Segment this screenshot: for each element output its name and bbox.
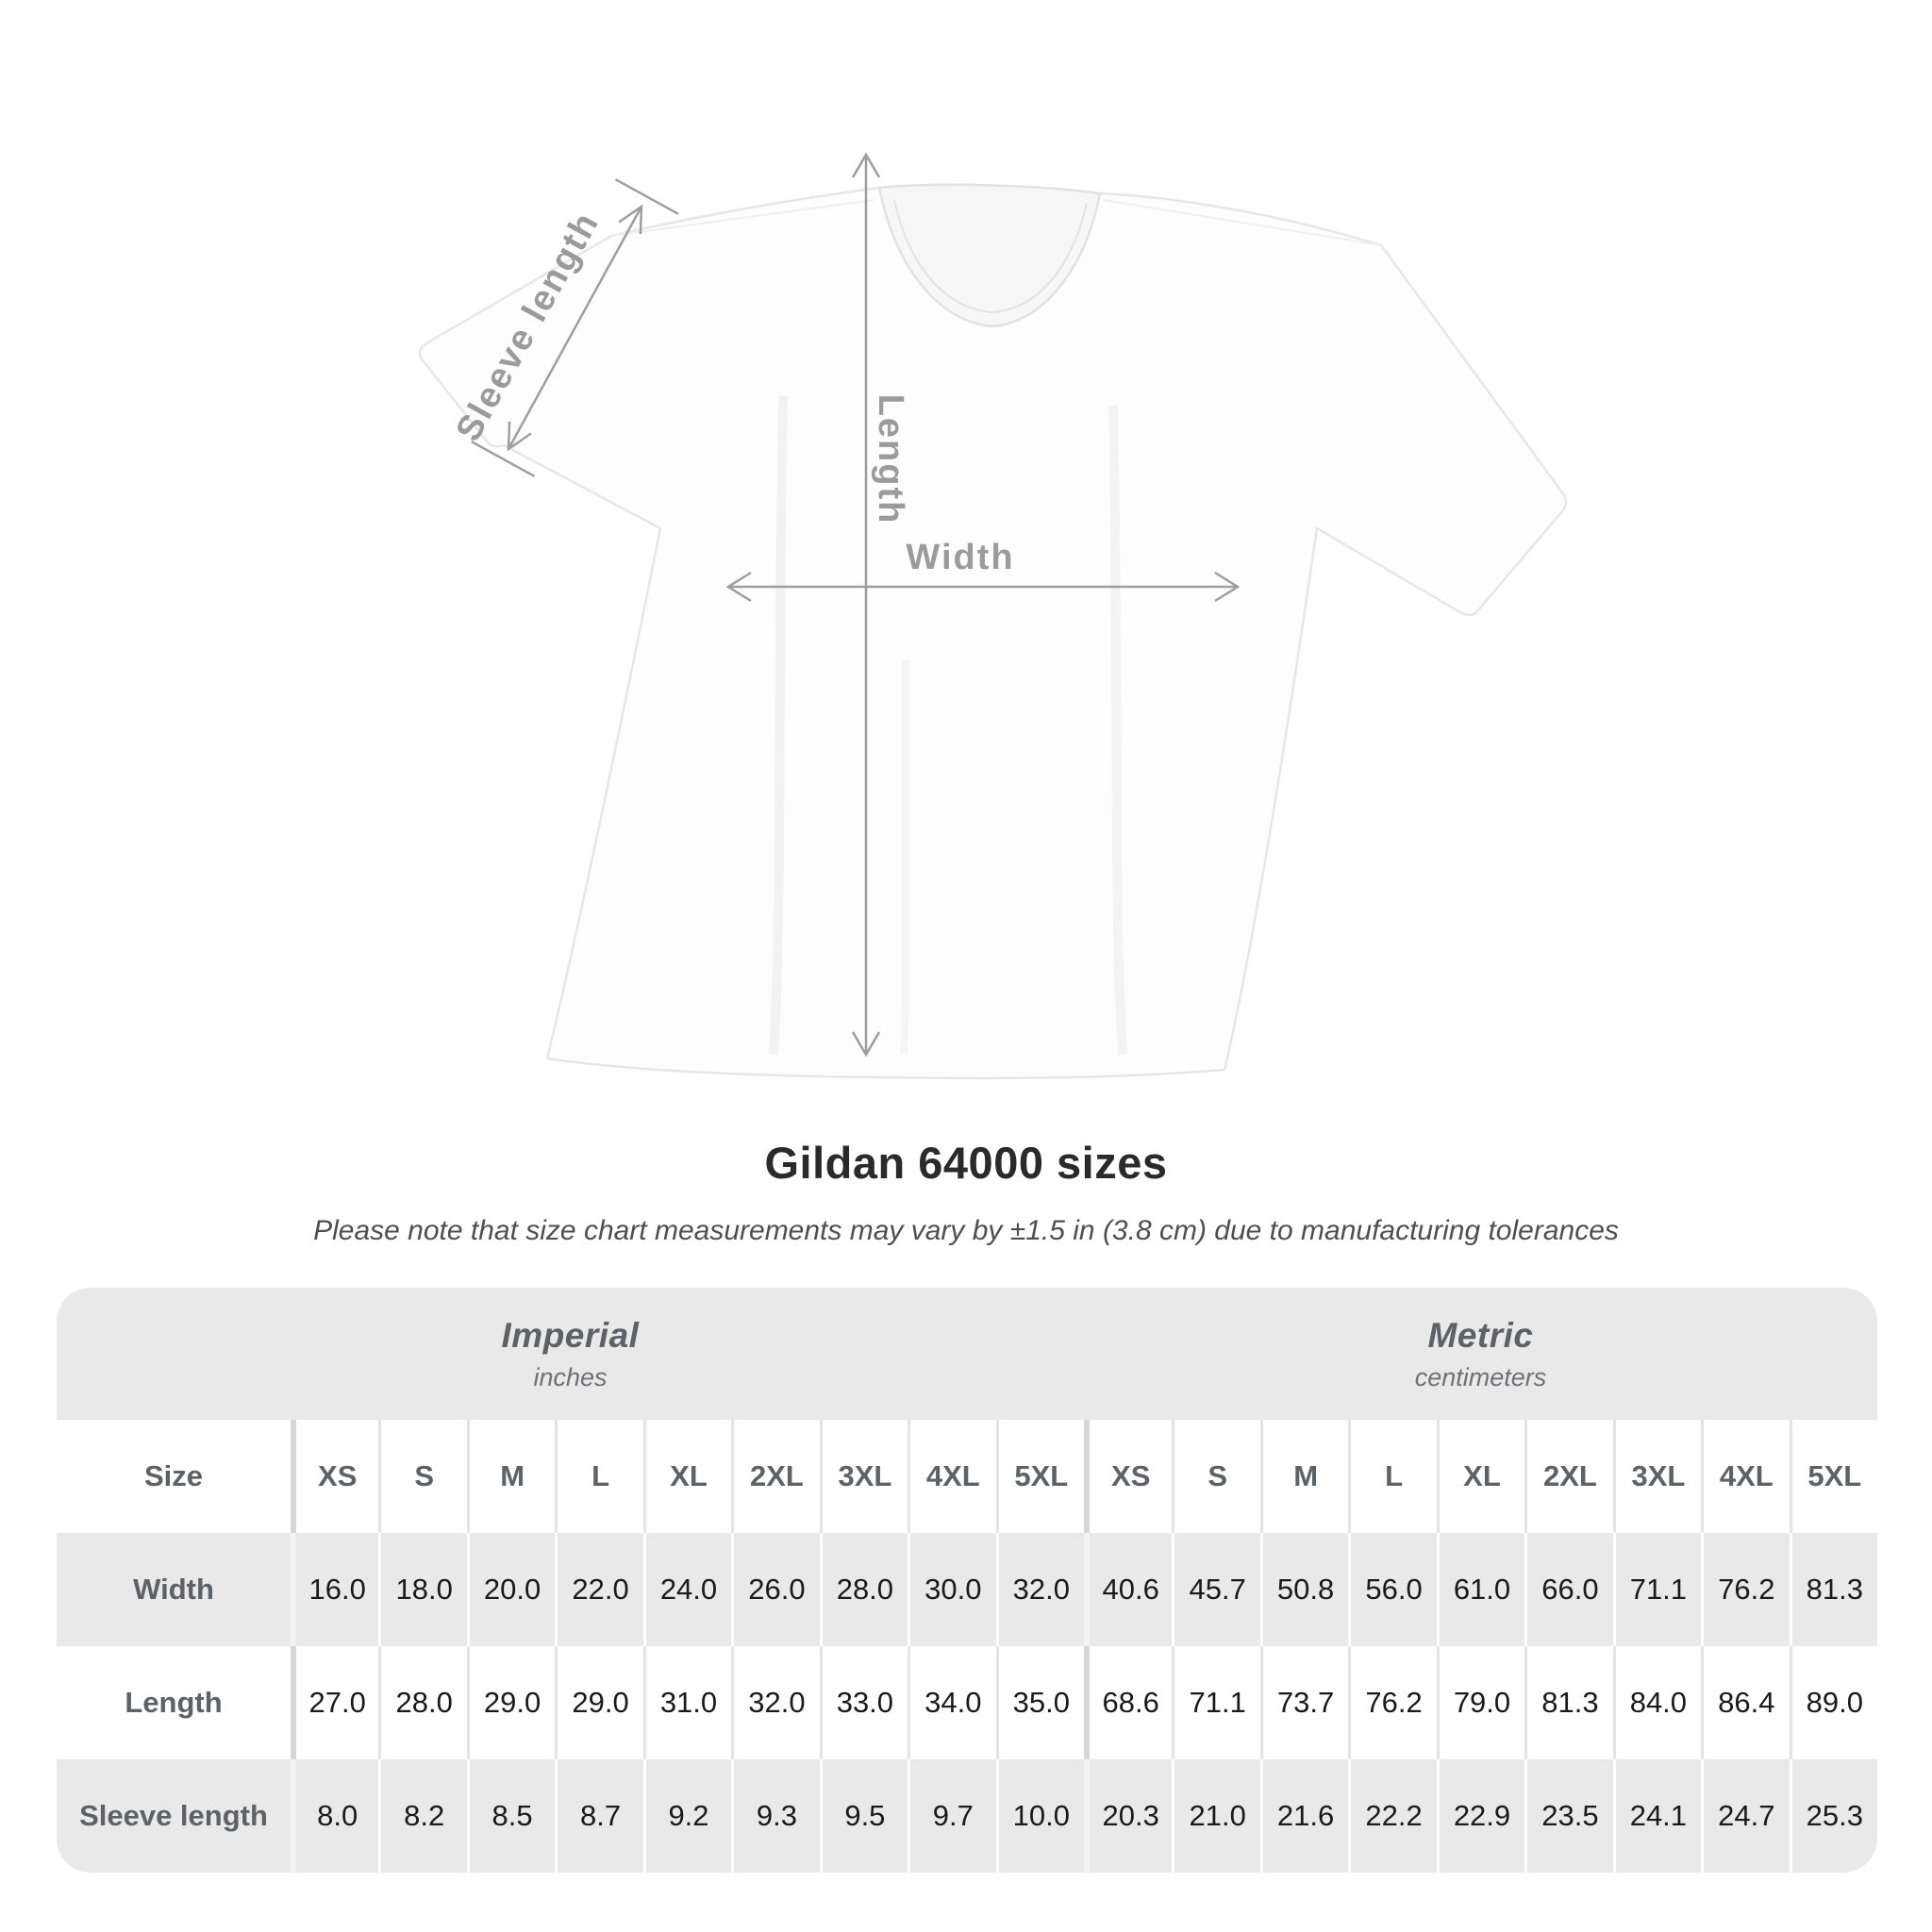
row-label: Width xyxy=(57,1533,291,1646)
size-column-header: L xyxy=(1348,1420,1436,1533)
page-title: Gildan 64000 sizes xyxy=(764,1138,1168,1188)
width-label: Width xyxy=(906,538,1015,577)
sleeve-length-label: Sleeve length xyxy=(448,205,608,448)
size-column-header: 3XL xyxy=(820,1420,908,1533)
measurement-value: 10.0 xyxy=(996,1759,1084,1873)
measurement-value: 16.0 xyxy=(291,1533,378,1646)
measurement-value: 18.0 xyxy=(378,1533,466,1646)
measurement-value: 8.2 xyxy=(378,1759,466,1873)
measurement-value: 45.7 xyxy=(1172,1533,1259,1646)
size-column-header: 3XL xyxy=(1613,1420,1701,1533)
metric-unit: centimeters xyxy=(1414,1362,1547,1391)
measurement-value: 24.7 xyxy=(1701,1759,1789,1873)
measurement-value: 9.2 xyxy=(643,1759,731,1873)
measurement-value: 84.0 xyxy=(1613,1646,1701,1759)
size-column-header: 4XL xyxy=(1701,1420,1789,1533)
measurement-value: 40.6 xyxy=(1084,1533,1172,1646)
metric-section-header xyxy=(1084,1288,1877,1420)
imperial-section-header xyxy=(57,1288,1084,1420)
length-label: Length xyxy=(871,393,910,525)
measurement-value: 35.0 xyxy=(996,1646,1084,1759)
size-column-header: XS xyxy=(1084,1420,1172,1533)
measurement-value: 66.0 xyxy=(1524,1533,1612,1646)
measurement-value: 32.0 xyxy=(996,1533,1084,1646)
measurement-value: 79.0 xyxy=(1437,1646,1524,1759)
row-label: Sleeve length xyxy=(57,1759,291,1873)
measurement-value: 56.0 xyxy=(1348,1533,1436,1646)
measurement-value: 81.3 xyxy=(1790,1533,1877,1646)
measurement-value: 68.6 xyxy=(1084,1646,1172,1759)
measurement-value: 28.0 xyxy=(378,1646,466,1759)
measurement-value: 73.7 xyxy=(1260,1646,1348,1759)
measurement-value: 76.2 xyxy=(1701,1533,1789,1646)
measurement-value: 8.5 xyxy=(467,1759,555,1873)
tshirt-illustration xyxy=(420,185,1566,1078)
row-label: Length xyxy=(57,1646,291,1759)
measurement-value: 8.0 xyxy=(291,1759,378,1873)
measurement-value: 86.4 xyxy=(1701,1646,1789,1759)
measurement-value: 29.0 xyxy=(467,1646,555,1759)
tolerance-note: Please note that size chart measurements may vary by ±1.5 in (3.8 cm) due to manufacturing tolerances xyxy=(313,1215,1619,1246)
measurement-value: 26.0 xyxy=(731,1533,819,1646)
size-column-header: 5XL xyxy=(996,1420,1084,1533)
measurement-value: 71.1 xyxy=(1613,1533,1701,1646)
measurement-value: 31.0 xyxy=(643,1646,731,1759)
measurement-value: 20.0 xyxy=(467,1533,555,1646)
size-chart-grid xyxy=(57,1288,1877,1873)
size-column-header: XL xyxy=(643,1420,731,1533)
measurement-value: 76.2 xyxy=(1348,1646,1436,1759)
measurement-value: 28.0 xyxy=(820,1533,908,1646)
measurement-value: 9.7 xyxy=(908,1759,995,1873)
measurement-value: 24.0 xyxy=(643,1533,731,1646)
measurement-value: 32.0 xyxy=(731,1646,819,1759)
measurement-value: 20.3 xyxy=(1084,1759,1172,1873)
size-column-header: XL xyxy=(1437,1420,1524,1533)
measurement-value: 81.3 xyxy=(1524,1646,1612,1759)
measurement-value: 89.0 xyxy=(1790,1646,1877,1759)
measurement-value: 8.7 xyxy=(555,1759,642,1873)
measurement-value: 22.0 xyxy=(555,1533,642,1646)
size-column-header: 2XL xyxy=(731,1420,819,1533)
measurement-value: 24.1 xyxy=(1613,1759,1701,1873)
size-column-header: L xyxy=(555,1420,642,1533)
size-header-cell: Size xyxy=(57,1420,291,1533)
size-column-header: 5XL xyxy=(1790,1420,1877,1533)
measurement-value: 22.2 xyxy=(1348,1759,1436,1873)
measurement-value: 30.0 xyxy=(908,1533,995,1646)
measurement-value: 29.0 xyxy=(555,1646,642,1759)
measurement-value: 61.0 xyxy=(1437,1533,1524,1646)
measurement-value: 9.5 xyxy=(820,1759,908,1873)
size-column-header: 4XL xyxy=(908,1420,995,1533)
measurement-value: 23.5 xyxy=(1524,1759,1612,1873)
size-column-header: S xyxy=(1172,1420,1259,1533)
measurement-value: 22.9 xyxy=(1437,1759,1524,1873)
size-column-header: M xyxy=(1260,1420,1348,1533)
measurement-value: 21.0 xyxy=(1172,1759,1259,1873)
measurement-value: 34.0 xyxy=(908,1646,995,1759)
size-column-header: 2XL xyxy=(1524,1420,1612,1533)
size-column-header: XS xyxy=(291,1420,378,1533)
imperial-title: Imperial xyxy=(501,1315,640,1355)
measurement-value: 71.1 xyxy=(1172,1646,1259,1759)
imperial-unit: inches xyxy=(533,1362,608,1391)
measurement-value: 33.0 xyxy=(820,1646,908,1759)
metric-title: Metric xyxy=(1427,1315,1534,1355)
measurement-value: 21.6 xyxy=(1260,1759,1348,1873)
size-column-header: M xyxy=(467,1420,555,1533)
measurement-value: 27.0 xyxy=(291,1646,378,1759)
size-column-header: S xyxy=(378,1420,466,1533)
measurement-value: 9.3 xyxy=(731,1759,819,1873)
measurement-value: 25.3 xyxy=(1790,1759,1877,1873)
measurement-value: 50.8 xyxy=(1260,1533,1348,1646)
